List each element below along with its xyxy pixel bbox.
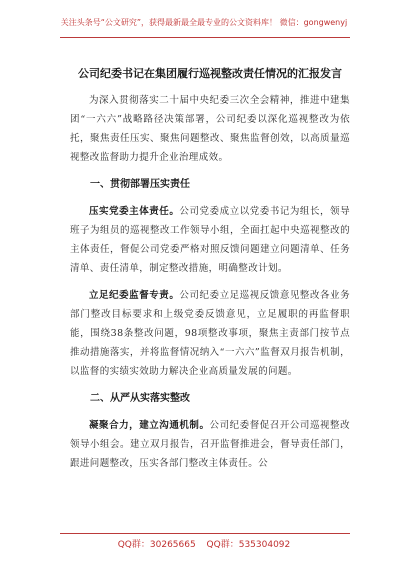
- paragraph-3-body: 公司纪委督促召开公司巡视整改领导小组会。建立双月报告，召开监督推进会，督导责任部门，跟进问题整改，压实各部门整改主体责任。公: [70, 420, 350, 469]
- section-heading-1: 一、贯彻部署压实责任: [90, 179, 190, 190]
- page-footer: [0, 528, 408, 580]
- header-divider: [60, 37, 350, 38]
- paragraph-3-lead: 凝聚合力，建立沟通机制。: [89, 420, 210, 431]
- paragraph-2-lead: 立足纪委监督专责。: [89, 290, 180, 301]
- document-body: [70, 60, 350, 481]
- paragraph-2-body: 公司纪委立足巡视反馈意见整改各业务部门整改目标要求和上级党委反馈意见，立足履职的再监督职能，围绕38条整改问题，98项整改事项，聚焦主责部门按节点推动措施落实，并将监督情况纳入“一六六”监督双月报告机制，以监督的实绩实效助力解决企业高质量发展的问题。: [70, 290, 350, 377]
- footer-qq-text: QQ群：30265665 QQ群：535304092: [117, 540, 291, 550]
- paragraph-1-body: 公司党委成立以党委书记为组长，领导班子为组员的巡视整改工作领导小组，全面扛起中央巡视整改的主体责任，督促公司党委严格对照反馈问题建立问题清单、任务清单、责任清单，制定整改措施，明确整改计划。: [70, 206, 350, 274]
- document-title: 公司纪委书记在集团履行巡视整改责任情况的汇报发言: [78, 67, 342, 80]
- paragraph-1: [70, 202, 350, 278]
- intro-paragraph: 为深入贯彻落实二十届中央纪委三次全会精神，推进中建集团“一六六”战略路径决策部署，公司纪委以深化巡视整改为依托，聚焦责任压实、聚焦问题整改、聚焦监督创效，以高质量巡视整改监督助力提升企业治理成效。: [70, 95, 350, 163]
- section-heading-2: 二、从严从实落实整改: [90, 393, 190, 404]
- paragraph-2: [70, 286, 350, 381]
- page-header: [0, 0, 408, 52]
- paragraph-1-lead: 压实党委主体责任。: [89, 206, 180, 217]
- footer-divider: [60, 533, 350, 534]
- paragraph-3: [70, 416, 350, 473]
- header-promo-text: 关注头条号“公文研究”，获得最新最全最专业的公文资料库！ 微信：gongwenyj: [60, 18, 348, 27]
